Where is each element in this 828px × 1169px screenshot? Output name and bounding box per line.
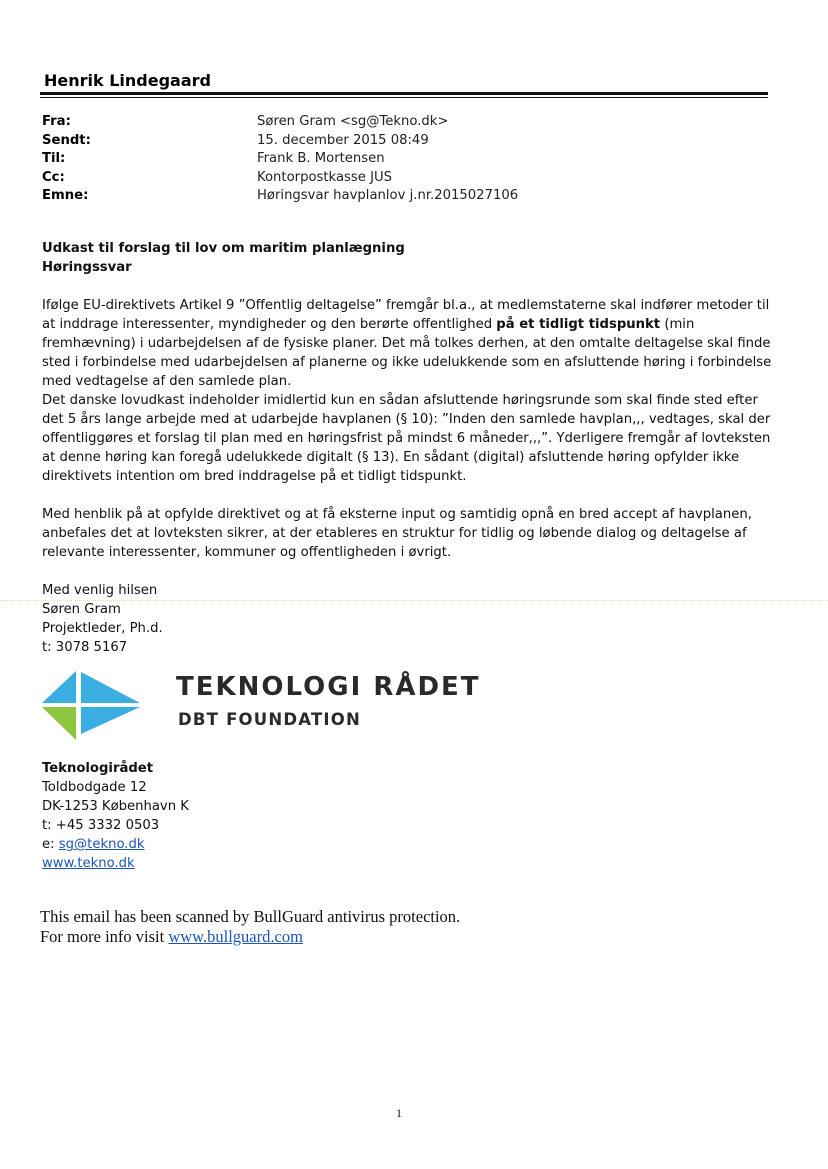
header-row-cc — [42, 169, 518, 188]
signer-name: Søren Gram — [42, 602, 121, 617]
address-street: Toldbodgade 12 — [42, 780, 147, 795]
header-row-to — [42, 150, 518, 169]
header-rule-thick — [40, 92, 768, 95]
header-row-sent — [42, 132, 518, 151]
signer-title: Projektleder, Ph.d. — [42, 621, 163, 636]
logo-title: TEKNOLOGI RÅDET — [176, 672, 481, 702]
header-row-subject — [42, 187, 518, 206]
header-label: Til: — [42, 151, 66, 166]
scan-artifact-line — [0, 600, 828, 601]
emphasis: på et tidligt tidspunkt — [496, 317, 661, 332]
sender-name: Henrik Lindegaard — [44, 71, 211, 90]
paragraph-1: Ifølge EU-direktivets Artikel 9 ”Offentlig deltagelse” fremgår bl.a., at medlemstaterne skal indfører metoder til at inddrage interessenter, myndigheder og den berørte offentlighed på et tidligt tidspunkt (min fremhævning) i udarbejdelsen af de fysiske planer. Det må tolkes derhen, at den omtalte deltagelse skal finde sted i forbindelse med udarbejdelsen af planerne og ikke udelukkende som en afsluttende høring i forbindelse med vedtagelse af den samlede plan. — [42, 298, 772, 389]
email-body — [42, 239, 782, 657]
greeting: Med venlig hilsen — [42, 583, 158, 598]
org-name: Teknologirådet — [42, 761, 154, 776]
paragraph-2: Det danske lovudkast indeholder imidlertid kun en sådan afsluttende høringsrunde som skal finde sted efter det 5 års lange arbejde med at udarbejde havplanen (§ 10): ”Inden den samlede havplan,,, vedtages, skal der offentliggøres et forslag til plan med en høringsfrist på mindst 6 måneder,,,”. Yderligere fremgår af lovteksten at denne høring kan foregå udelukkede digitalt (§ 13). En sådant (digital) afsluttende høring opfylder ikke direktivets intention om bred inddragelse på et tidligt tidspunkt. — [42, 393, 771, 484]
header-label: Emne: — [42, 188, 89, 203]
logo-shape-bottom-left — [42, 707, 76, 740]
header-value-sent: 15. december 2015 08:49 — [257, 132, 429, 148]
header-value-subject: Høringsvar havplanlov j.nr.2015027106 — [257, 188, 519, 203]
email-link[interactable]: sg@tekno.dk — [58, 837, 145, 852]
address-city: DK-1253 København K — [42, 799, 189, 814]
header-value-from: Søren Gram <sg@Tekno.dk> — [257, 114, 449, 129]
info-line: For more info visit www.bullguard.com — [40, 927, 303, 946]
paragraph-3: Med henblik på at opfylde direktivet og at få eksterne input og samtidig opnå en bred accept af havplanen, anbefales det at lovteksten sikrer, at der etableres en struktur for tidlig og løbende dialog og deltagelse af relevante interessenter, kommuner og offentligheden i øvrigt. — [42, 507, 752, 560]
email-header — [42, 113, 518, 206]
logo-shape-top-left — [42, 671, 76, 703]
logo-shape-top-right — [81, 672, 140, 703]
logo-subtitle: DBT FOUNDATION — [178, 710, 361, 729]
header-row-from — [42, 113, 518, 132]
page-number: 1 — [396, 1106, 402, 1120]
org-address — [42, 759, 189, 873]
signer-phone: t: 3078 5167 — [42, 640, 128, 655]
header-value-cc: Kontorpostkasse JUS — [257, 169, 393, 185]
teknologiraadet-logo-icon — [40, 666, 140, 742]
scan-line: This email has been scanned by BullGuard antivirus protection. — [40, 907, 461, 926]
header-value-to: Frank B. Mortensen — [257, 151, 385, 166]
body-heading-title: Udkast til forslag til lov om maritim planlægning — [42, 241, 405, 256]
address-phone: t: +45 3332 0503 — [42, 818, 160, 833]
logo-shape-bottom-right — [81, 707, 140, 734]
header-label: Cc: — [42, 169, 65, 185]
header-rule-thin — [40, 97, 768, 98]
website-link[interactable]: www.tekno.dk — [42, 856, 135, 871]
header-label: Fra: — [42, 114, 71, 129]
antivirus-notice — [40, 907, 460, 947]
bullguard-link[interactable]: www.bullguard.com — [168, 927, 303, 946]
address-email-row: e: sg@tekno.dk — [42, 837, 145, 852]
header-label: Sendt: — [42, 132, 91, 148]
body-heading-subtitle: Høringssvar — [42, 260, 132, 275]
